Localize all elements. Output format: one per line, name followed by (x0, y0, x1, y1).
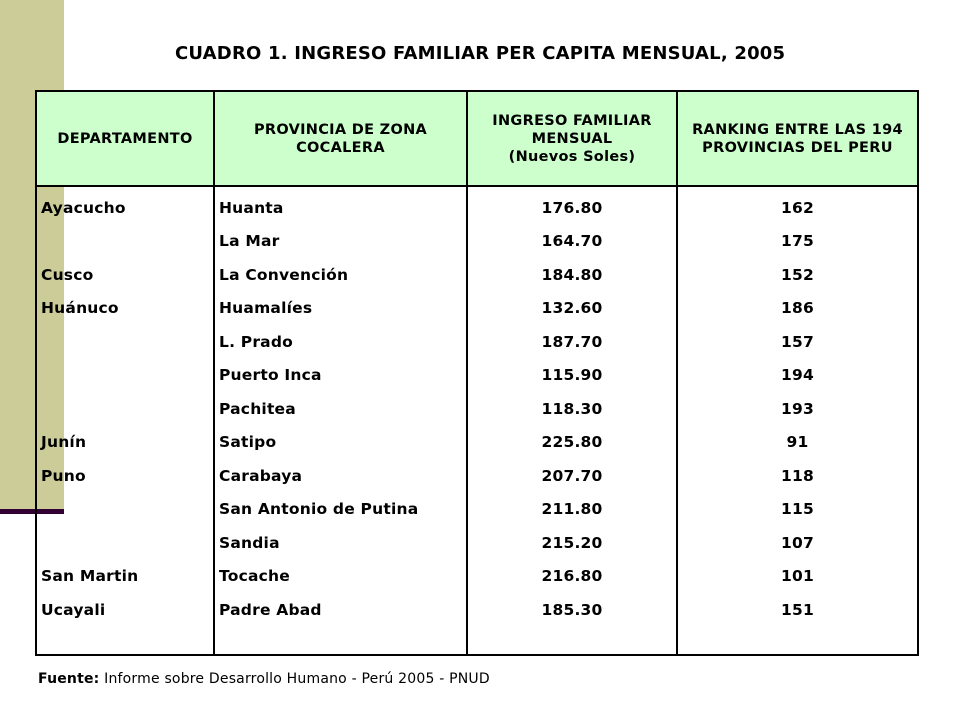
cell-ranking: 175 (677, 225, 918, 259)
cell-provincia: San Antonio de Putina (214, 493, 467, 527)
cell-ranking: 101 (677, 560, 918, 594)
table-row (36, 325, 918, 359)
empty-cell (677, 627, 918, 656)
empty-cell (36, 627, 214, 656)
source-footer (38, 671, 490, 687)
cell-ranking: 186 (677, 292, 918, 326)
income-table (35, 90, 919, 656)
cell-ranking: 152 (677, 258, 918, 292)
cell-ranking: 107 (677, 526, 918, 560)
cell-departamento: San Martin (36, 560, 214, 594)
table-title: CUADRO 1. INGRESO FAMILIAR PER CAPITA MENSUAL, 2005 (175, 43, 786, 64)
cell-ingreso: 118.30 (467, 392, 677, 426)
cell-provincia: La Convención (214, 258, 467, 292)
cell-ranking: 118 (677, 459, 918, 493)
cell-provincia: Huanta (214, 186, 467, 225)
cell-ingreso: 164.70 (467, 225, 677, 259)
cell-ingreso: 132.60 (467, 292, 677, 326)
cell-departamento: Ucayali (36, 593, 214, 627)
cell-provincia: L. Prado (214, 325, 467, 359)
table-row (36, 426, 918, 460)
table-row (36, 186, 918, 225)
table-row (36, 292, 918, 326)
cell-ingreso: 187.70 (467, 325, 677, 359)
cell-departamento (36, 325, 214, 359)
cell-ranking: 91 (677, 426, 918, 460)
footer-text: Informe sobre Desarrollo Humano - Perú 2005 - PNUD (99, 671, 490, 687)
table-row (36, 359, 918, 393)
table-row (36, 526, 918, 560)
cell-ranking: 162 (677, 186, 918, 225)
cell-departamento (36, 526, 214, 560)
cell-departamento: Junín (36, 426, 214, 460)
table-spacer-row (36, 627, 918, 656)
cell-ranking: 193 (677, 392, 918, 426)
cell-departamento (36, 359, 214, 393)
table-row (36, 392, 918, 426)
cell-departamento: Huánuco (36, 292, 214, 326)
cell-ingreso: 184.80 (467, 258, 677, 292)
cell-provincia: Carabaya (214, 459, 467, 493)
table-row (36, 225, 918, 259)
header-departamento: DEPARTAMENTO (36, 91, 214, 186)
cell-departamento (36, 225, 214, 259)
header-provincia: PROVINCIA DE ZONA COCALERA (214, 91, 467, 186)
cell-ingreso: 115.90 (467, 359, 677, 393)
cell-departamento: Ayacucho (36, 186, 214, 225)
cell-ranking: 151 (677, 593, 918, 627)
cell-provincia: Huamalíes (214, 292, 467, 326)
cell-ingreso: 225.80 (467, 426, 677, 460)
cell-provincia: Satipo (214, 426, 467, 460)
cell-ingreso: 176.80 (467, 186, 677, 225)
cell-provincia: Padre Abad (214, 593, 467, 627)
header-ingreso: INGRESO FAMILIAR MENSUAL (Nuevos Soles) (467, 91, 677, 186)
cell-ranking: 115 (677, 493, 918, 527)
empty-cell (467, 627, 677, 656)
table-body (36, 186, 918, 655)
cell-ingreso: 216.80 (467, 560, 677, 594)
table-header-row (36, 91, 918, 186)
cell-departamento (36, 493, 214, 527)
cell-provincia: La Mar (214, 225, 467, 259)
footer-label: Fuente: (38, 671, 100, 687)
cell-ranking: 194 (677, 359, 918, 393)
header-ranking: RANKING ENTRE LAS 194 PROVINCIAS DEL PERU (677, 91, 918, 186)
cell-ingreso: 185.30 (467, 593, 677, 627)
cell-provincia: Tocache (214, 560, 467, 594)
cell-provincia: Puerto Inca (214, 359, 467, 393)
cell-departamento: Cusco (36, 258, 214, 292)
cell-ingreso: 211.80 (467, 493, 677, 527)
cell-ranking: 157 (677, 325, 918, 359)
cell-provincia: Sandia (214, 526, 467, 560)
cell-ingreso: 207.70 (467, 459, 677, 493)
table-row (36, 258, 918, 292)
table-row (36, 459, 918, 493)
cell-departamento (36, 392, 214, 426)
empty-cell (214, 627, 467, 656)
table-row (36, 560, 918, 594)
table-row (36, 493, 918, 527)
cell-provincia: Pachitea (214, 392, 467, 426)
table-row (36, 593, 918, 627)
cell-ingreso: 215.20 (467, 526, 677, 560)
cell-departamento: Puno (36, 459, 214, 493)
